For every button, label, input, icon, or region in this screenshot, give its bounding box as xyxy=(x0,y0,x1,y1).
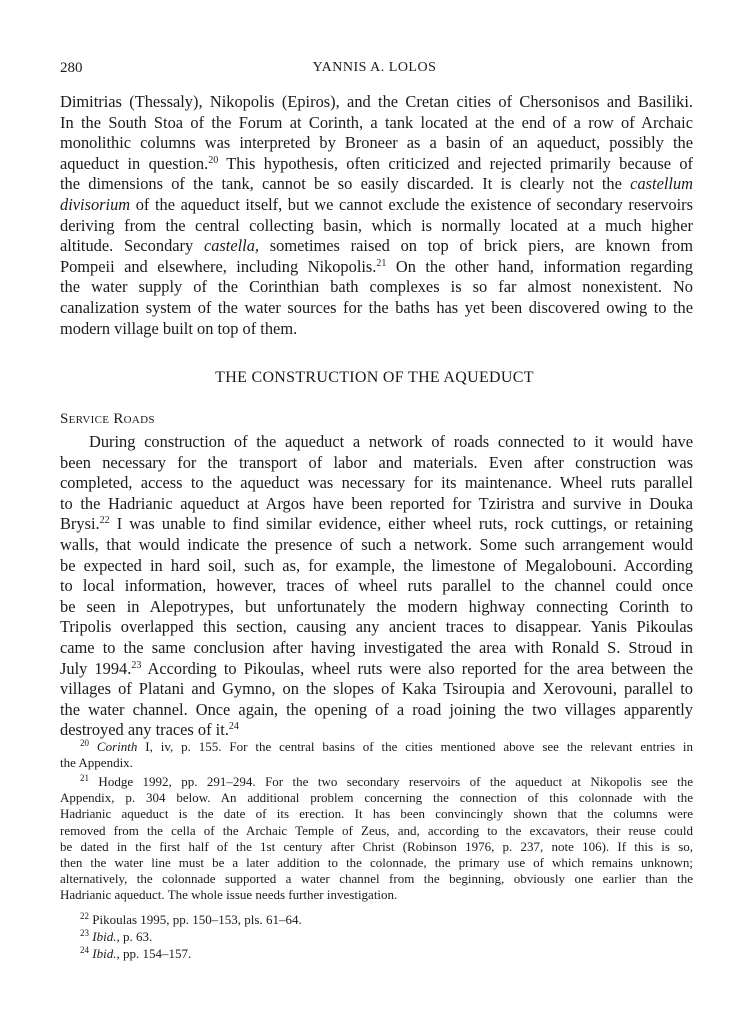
text-line: be dated in the first half of the 1st century after Christ (Robinson 1976, p. 237, note 106). If this is so, xyxy=(60,838,693,854)
text-line: Brysi.$^{22}$ I was unable to find similar evidence, either wheel ruts, rock cuttings, or retaining xyxy=(60,514,693,534)
footnote-ref-20[interactable]: 20 xyxy=(208,154,219,166)
text-line: then the water line must be a later addition to the colonnade, the primary use of which remains unknown; xyxy=(60,855,693,871)
footnote-ref-21[interactable]: 21 xyxy=(376,257,387,269)
text-line: modern village built on top of them. xyxy=(60,318,298,338)
footnote-ref-22[interactable]: 22 xyxy=(99,515,110,527)
text-line: $^{24}$ Ibid., pp. 154–157. xyxy=(80,945,192,961)
text-line: completed, access to the aqueduct was necessary for its maintenance. Wheel ruts parallel xyxy=(60,473,693,493)
text-line: destroyed any traces of it.$^{24}$ xyxy=(60,720,239,740)
subheading: Service Roads xyxy=(60,411,155,427)
text-line: the Appendix. xyxy=(60,755,133,771)
text-line: Appendix, p. 304 below. An additional problem concerning the connection of this colonnade with the xyxy=(60,790,693,806)
text-line: be expected in hard soil, such as, for example, the limestone of Megalobouni. According xyxy=(60,555,693,575)
text-line: alternatively, the colonnade supported a water channel from the beginning, obviously one earlier than the xyxy=(60,871,693,887)
text-line: divisorium of the aqueduct itself, but we cannot exclude the existence of secondary reservoirs xyxy=(60,194,693,214)
text-line: $^{20}$ Corinth I, iv, p. 155. For the central basins of the cities mentioned above see the relevant entries in xyxy=(80,738,694,754)
text-line: to the Hadrianic aqueduct at Argos have been reported for Tziristra and survive in Douka xyxy=(60,493,693,513)
text-line: monolithic columns was interpreted by Broneer as a basin of an aqueduct, possibly the xyxy=(60,133,693,153)
intro-paragraph xyxy=(60,92,693,339)
text-line: aqueduct in question.$^{20}$ This hypothesis, often criticized and rejected primarily because of xyxy=(60,153,694,173)
text-line: removed from the cella of the Archaic Temple of Zeus, and, according to the excavators, their reuse could xyxy=(60,822,693,838)
body-paragraph xyxy=(60,432,693,741)
footnote-24 xyxy=(60,946,693,962)
footnote-23 xyxy=(60,929,693,945)
text-line: Hadrianic aqueduct is the date of its erection. It has been convincingly shown that the columns were xyxy=(60,806,693,822)
text-line: Dimitrias (Thessaly), Nikopolis (Epiros), and the Cretan cities of Chersonisos and Basiliki. xyxy=(60,92,693,111)
text-line: deriving from the central collecting basin, which is normally located at a much higher xyxy=(60,215,693,235)
text-line: $^{23}$ Ibid., p. 63. xyxy=(80,928,153,944)
text-line: the water channel. Once again, the opening of a road joining the two villages apparently xyxy=(60,699,693,719)
text-line: Tripolis overlapped this section, causing any ancient traces to disappear. Yanis Pikoulas xyxy=(60,617,693,637)
section-heading: THE CONSTRUCTION OF THE AQUEDUCT xyxy=(215,369,534,386)
footnote-ref-24[interactable]: 24 xyxy=(228,721,239,733)
text-line: $^{21}$ Hodge 1992, pp. 291–294. For the two secondary reservoirs of the aqueduct at Nikopolis see the xyxy=(80,773,693,789)
text-line: During construction of the aqueduct a network of roads connected to it would have xyxy=(89,432,693,451)
text-line: canalization system of the water sources for the baths has yet been discovered owing to the xyxy=(60,297,693,317)
text-line: came to the same conclusion after having investigated the area with Ronald S. Stroud in xyxy=(60,637,693,657)
text-line: the water supply of the Corinthian bath complexes is so far almost nonexistent. No xyxy=(60,277,693,297)
text-line: be seen in Alepotrypes, but unfortunately the modern highway connecting Corinth to xyxy=(60,596,693,616)
text-line: been necessary for the transport of labor and materials. Even after construction was xyxy=(60,452,693,472)
footnote-20 xyxy=(60,739,693,771)
text-line: the dimensions of the tank, cannot be so easily discarded. It is clearly not the castellum xyxy=(60,174,693,194)
running-head: YANNIS A. LOLOS xyxy=(312,60,437,75)
text-line: altitude. Secondary castella, sometimes raised on top of brick piers, are known from xyxy=(60,236,693,256)
text-line: villages of Platani and Gymno, on the slopes of Kaka Tsiroupia and Xerovouni, parallel to xyxy=(60,679,693,699)
footnote-22 xyxy=(60,912,693,928)
text-line: In the South Stoa of the Forum at Corinth, a tank located at the end of a row of Archaic xyxy=(60,112,693,132)
text-line: July 1994.23 According to Pikoulas, wheel ruts were also reported for the area between the xyxy=(60,658,693,678)
text-line: Hadrianic aqueduct. The whole issue needs further investigation. xyxy=(60,887,398,903)
text-line: Pompeii and elsewhere, including Nikopolis.$^{21}$ On the other hand, information regarding xyxy=(60,256,693,276)
text-line: $^{22}$ Pikoulas 1995, pp. 150–153, pls. 61–64. xyxy=(80,911,302,927)
page-number: 280 xyxy=(60,60,83,76)
footnote-ref-23[interactable]: 23 xyxy=(131,659,142,671)
text-line: walls, that would indicate the presence of such a network. Some such arrangement would xyxy=(60,534,693,554)
footnote-21 xyxy=(60,774,693,904)
text-line: to local information, however, traces of wheel ruts parallel to the channel could once xyxy=(60,576,693,596)
